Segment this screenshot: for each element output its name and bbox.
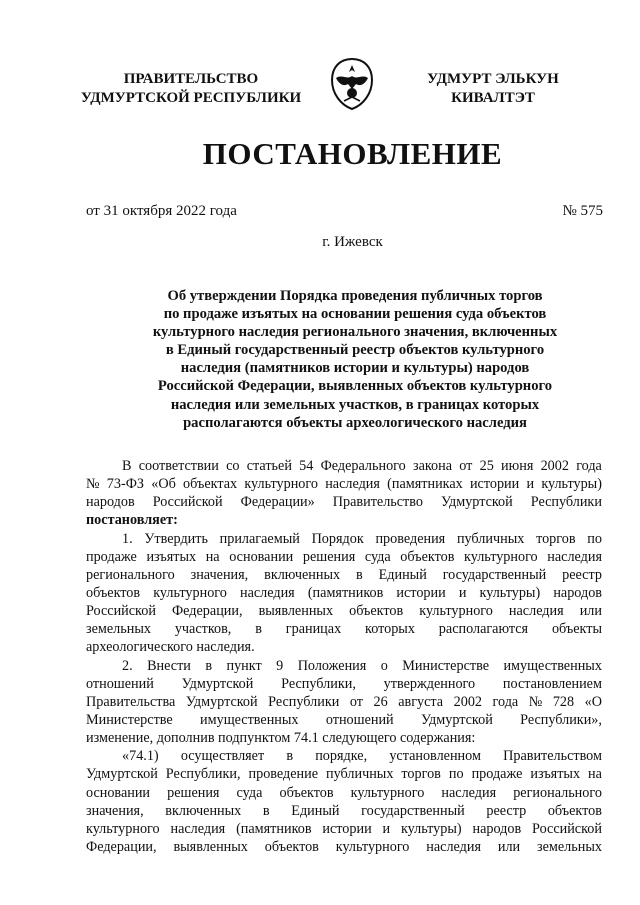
title-line: Об утверждении Порядка проведения публичных торгов [167, 288, 543, 304]
body-line: продаже изъятых на основании решения суда объектов культурного наследия [86, 548, 602, 565]
body-line: изменение, дополнив подпунктом 74.1 следующего содержания: [86, 730, 476, 747]
title-line: наследия (памятников истории и культуры) народов [180, 360, 530, 377]
government-name-line: КИВАЛТЭТ [451, 90, 535, 106]
title-line: Российской Федерации, выявленных объектов культурного [157, 378, 553, 395]
document-title [120, 287, 590, 432]
body-line: регионального значения, включенных в Единый государственный реестр [86, 566, 602, 583]
udmurtia-coat-of-arms-icon [326, 56, 378, 112]
government-name-ru [78, 70, 304, 108]
document-type: ПОСТАНОВЛЕНИЕ [202, 136, 503, 171]
body-line: объектов культурного наследия (памятников истории и культуры) народов [86, 584, 602, 601]
body-line: народов Российской Федерации» Правительство Удмуртской Республики [86, 494, 602, 511]
body-line: отношений Удмуртской Республики, утвержденного постановлением [86, 675, 602, 692]
title-line: располагаются объекты археологического наследия [183, 414, 527, 431]
body-line: значения, включенных в Единый государственный реестр объектов [86, 802, 602, 819]
body-line: 1. Утвердить прилагаемый Порядок проведения публичных торгов по [122, 530, 602, 547]
body-line: культурного наследия (памятников истории и культуры) народов Российской [86, 820, 602, 837]
document-body [86, 457, 602, 856]
government-name-udm [410, 70, 576, 108]
government-name-line: УДМУРТСКОЙ РЕСПУБЛИКИ [80, 90, 302, 106]
body-line: 2. Внести в пункт 9 Положения о Министерстве имущественных [122, 657, 602, 674]
body-line: Правительства Удмуртской Республики от 26 августа 2002 года № 728 «О [86, 693, 602, 710]
title-line: культурного наследия регионального значения, включенных [152, 324, 558, 341]
title-line: наследия или земельных участков, в границах которых [170, 396, 540, 413]
body-line: Министерстве имущественных отношений Удмуртской Республики», [86, 711, 602, 728]
government-name-line: ПРАВИТЕЛЬСТВО [123, 71, 259, 87]
body-line: «74.1) осуществляет в порядке, установленном Правительством [122, 748, 602, 765]
body-line: постановляет: [86, 512, 178, 529]
body-line: Удмуртской Республики, проведение публичных торгов по продаже изъятых на [86, 766, 602, 783]
body-line: Федерации, выявленных объектов культурного наследия или земельных [86, 838, 602, 855]
title-line: по продаже изъятых на основании решения суда объектов [163, 306, 547, 323]
title-line: в Единый государственный реестр объектов культурного [165, 342, 545, 359]
body-line: основании решения суда объектов культурного наследия регионального [86, 784, 602, 801]
body-line: № 73-ФЗ «Об объектах культурного наследия (памятниках истории и культуры) [86, 476, 602, 493]
body-line: Российской Федерации, выявленных объектов культурного наследия или [86, 603, 602, 620]
body-line: земельных участков, в границах которых располагаются объекты [86, 621, 602, 638]
document-city: г. Ижевск [322, 234, 383, 250]
document-date: от 31 октября 2022 года [86, 203, 237, 219]
body-line: В соответствии со статьей 54 Федерального закона от 25 июня 2002 года [122, 458, 602, 474]
document-number: № 575 [562, 203, 603, 219]
government-name-line: УДМУРТ ЭЛЬКУН [427, 71, 559, 87]
body-line: археологического наследия. [86, 639, 255, 656]
